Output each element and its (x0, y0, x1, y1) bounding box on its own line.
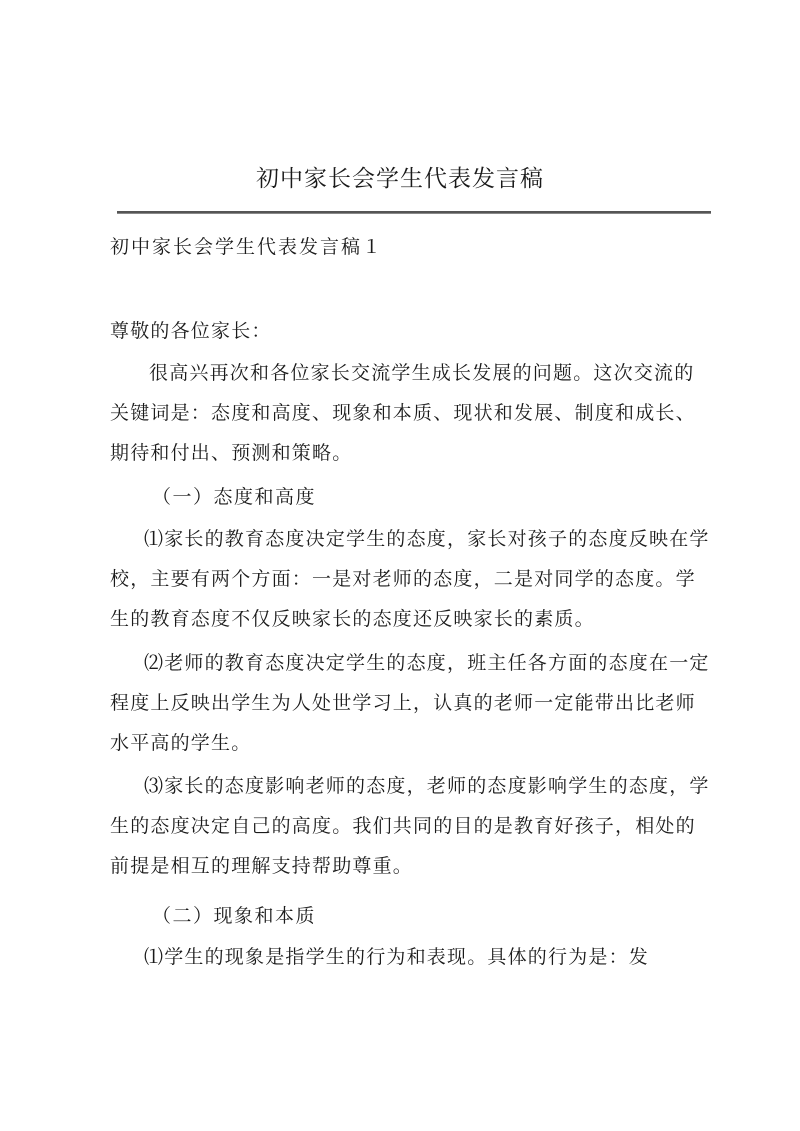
section-heading-attitude: （一）态度和高度 (152, 486, 317, 508)
section1-paragraph-3: ⑶家长的态度影响老师的态度，老师的态度影响学生的态度，学生的态度决定自己的高度。我们共同的目的是教育好孩子，相处的前提是相互的理解支持帮助尊重。 (110, 775, 710, 877)
page-title: 初中家长会学生代表发言稿 (256, 166, 544, 192)
section1-paragraph-1: ⑴家长的教育态度决定学生的态度，家长对孩子的态度反映在学校，主要有两个方面：一是对老师的态度，二是对同学的态度。学生的教育态度不仅反映家长的态度还反映家长的素质。 (110, 528, 710, 630)
section1-paragraph-2: ⑵老师的教育态度决定学生的态度，班主任各方面的态度在一定程度上反映出学生为人处世学习上，认真的老师一定能带出比老师水平高的学生。 (110, 652, 710, 754)
section-heading-phenomenon: （二）现象和本质 (152, 905, 317, 927)
salutation: 尊敬的各位家长： (110, 320, 272, 342)
title-divider (117, 211, 711, 214)
document-subtitle: 初中家长会学生代表发言稿１ (110, 236, 384, 258)
intro-paragraph: 很高兴再次和各位家长交流学生成长发展的问题。这次交流的关键词是：态度和高度、现象和本质、现状和发展、制度和成长、期待和付出、预测和策略。 (110, 362, 696, 464)
section2-paragraph-1: ⑴学生的现象是指学生的行为和表现。具体的行为是：发 (144, 946, 650, 968)
